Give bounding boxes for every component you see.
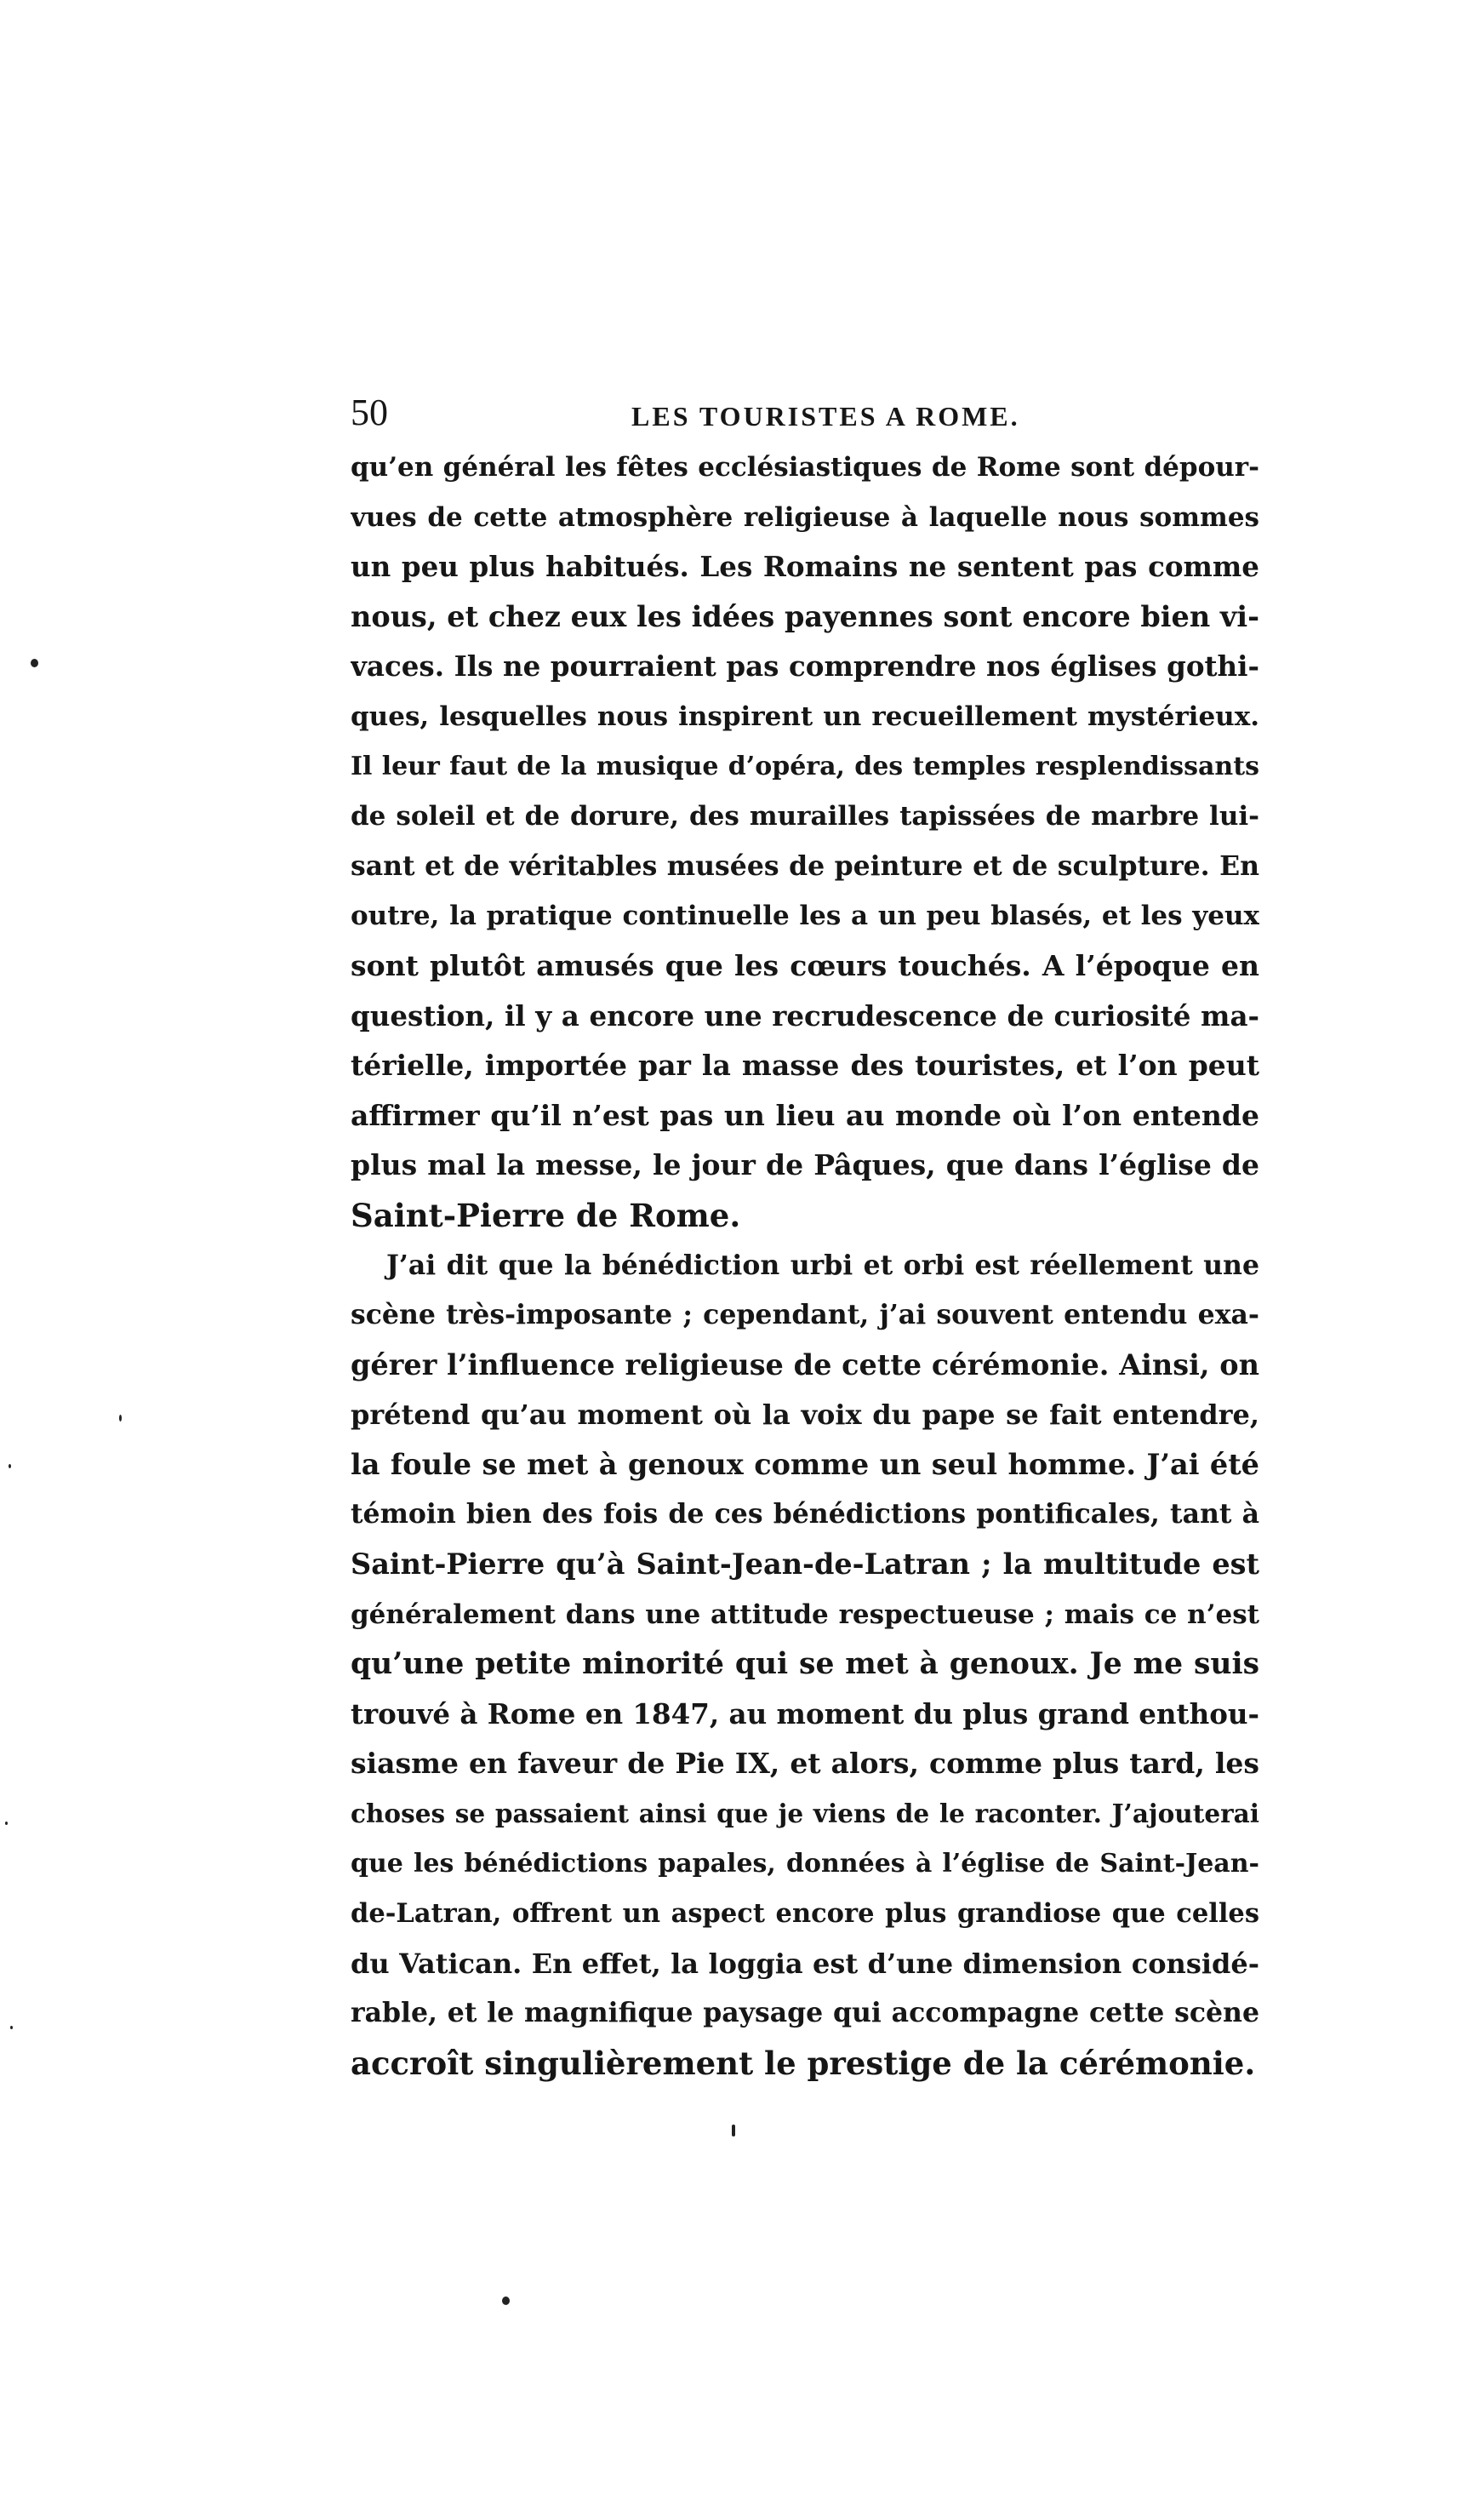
paragraph-1 [351,443,1259,1241]
text-line: affirmer qu’il n’est pas un lieu au monde où l’on entende [351,1098,1259,1132]
scan-speck [9,1464,11,1468]
text-line: du Vatican. En effet, la loggia est d’une dimension considé- [351,1947,1259,1980]
scan-speck [5,1822,8,1825]
text-line: Il leur faut de la musique d’opéra, des temples resplendissants [351,751,1259,781]
text-line: Saint-Pierre de Rome. [351,1196,741,1234]
text-line: outre, la pratique continuelle les a un peu blasés, et les yeux [351,901,1259,932]
scan-speck [732,2125,735,2136]
paragraph-2 [351,1241,1259,2089]
text-line: térielle, importée par la masse des touristes, et l’on peut [351,1049,1259,1083]
text-line: rable, et le magnifique paysage qui accompagne cette scène [351,1997,1259,2029]
text-line: témoin bien des fois de ces bénédictions pontificales, tant à [351,1498,1259,1530]
running-head [351,388,1042,448]
text-line: de soleil et de dorure, des murailles tapissées de marbre lui- [351,801,1259,832]
scan-speck [119,1415,122,1421]
running-title: LES TOURISTES A ROME. [631,401,1020,432]
scan-speck [502,2297,510,2305]
text-line: question, il y a encore une recrudescence de curiosité ma- [351,998,1259,1032]
text-line: scène très-imposante ; cependant, j’ai souvent entendu exa- [351,1299,1259,1331]
text-line: accroît singulièrement le prestige de la cérémonie. [351,2045,1256,2082]
text-line: de-Latran, offrent un aspect encore plus grandiose que celles [351,1898,1259,1930]
text-line: vaces. Ils ne pourraient pas comprendre nos églises gothi- [351,649,1259,684]
text-line: trouvé à Rome en 1847, au moment du plus grand enthou- [351,1696,1259,1730]
body-text [351,443,1259,2089]
scan-speck [10,2026,13,2029]
text-line: que les bénédictions papales, données à l’église de Saint-Jean- [351,1848,1259,1879]
text-line: Saint-Pierre qu’à Saint-Jean-de-Latran ; la multitude est [351,1547,1259,1582]
text-line: sant et de véritables musées de peinture et de sculpture. En [351,849,1259,882]
text-line: nous, et chez eux les idées payennes sont encore bien vi- [351,599,1259,633]
page-number: 50 [351,392,388,433]
text-line: qu’une petite minorité qui se met à genoux. Je me suis [351,1647,1259,1682]
text-line: plus mal la messe, le jour de Pâques, que dans l’église de [351,1148,1259,1182]
text-line: gérer l’influence religieuse de cette cérémonie. Ainsi, on [351,1347,1259,1381]
scan-speck [31,659,38,667]
text-line: vues de cette atmosphère religieuse à laquelle nous sommes [351,501,1259,533]
text-line: sont plutôt amusés que les cœurs touchés. A l’époque en [351,948,1259,982]
text-line: généralement dans une attitude respectueuse ; mais ce n’est [351,1599,1259,1630]
text-line: prétend qu’au moment où la voix du pape se fait entendre, [351,1398,1259,1432]
text-line: un peu plus habitués. Les Romains ne sentent pas comme [351,550,1259,584]
text-line: choses se passaient ainsi que je viens de le raconter. J’ajouterai [351,1799,1259,1829]
text-line: siasme en faveur de Pie IX, et alors, comme plus tard, les [351,1747,1259,1781]
text-line: qu’en général les fêtes ecclésiastiques de Rome sont dépour- [351,452,1259,483]
text-line: la foule se met à genoux comme un seul homme. J’ai été [351,1447,1259,1481]
text-line: J’ai dit que la bénédiction urbi et orbi est réellement une [386,1249,1259,1281]
text-line: ques, lesquelles nous inspirent un recueillement mystérieux. [351,701,1259,732]
